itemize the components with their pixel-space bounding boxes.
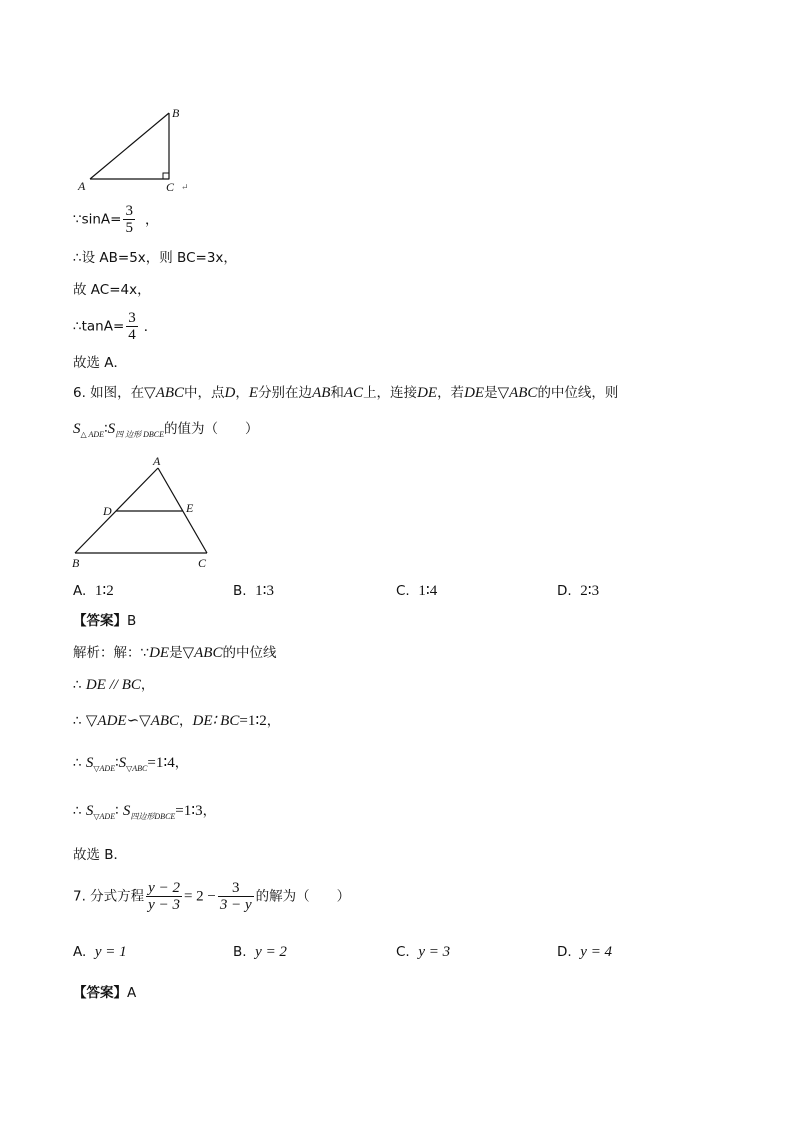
let-line: ∴设 AB=5x，则 BC=3x， <box>73 250 237 266</box>
sin-fraction: $\frac{3}{5}$ <box>125 203 133 236</box>
q7-option-c: C. y = 3 <box>396 944 451 960</box>
vertex-e-label: E <box>186 501 194 515</box>
q6-analysis-line1: 解析：解：∵DE是▽ABC的中位线 <box>73 645 277 661</box>
q6-analysis-line5: ∴ $S_{▽ADE}∶$ $S_{四边形DBCE}=1∶3$， <box>73 803 217 821</box>
vertex-d-label: D <box>103 504 112 518</box>
q6-option-c: C. 1∶4 <box>396 583 438 599</box>
q6-option-a: A. 1∶2 <box>73 583 114 599</box>
vertex-c-label: C <box>198 556 207 570</box>
tan-line: ∴tanA= $\frac{3}{4}$ ． <box>73 310 158 343</box>
q6-analysis-line3: ∴ ▽ADE∽▽ABC，DE∶ BC=1∶2， <box>73 713 281 729</box>
vertex-c-label: C <box>166 180 175 194</box>
tan-fraction: $\frac{3}{4}$ <box>128 310 136 343</box>
vertex-a-label: A <box>78 179 86 193</box>
q6-option-d: D. 2∶3 <box>557 583 600 599</box>
right-triangle-figure <box>70 100 210 200</box>
q6-option-b: B. 1∶3 <box>233 583 275 599</box>
ac-line: 故 AC=4x， <box>73 282 151 298</box>
vertex-b-label: B <box>172 106 180 120</box>
q7-lhs-fraction: $\frac{y - 2}{y - 3}$ <box>148 880 180 913</box>
vertex-b-label: B <box>72 556 80 570</box>
q6-answer: 【答案】B <box>73 613 137 629</box>
q7-option-b: B. y = 2 <box>233 944 287 960</box>
q7-rhs-fraction: $\frac{3}{3 - y}$ <box>219 880 252 913</box>
q7-answer: 【答案】A <box>73 985 137 1001</box>
part5-conclusion: 故选 A． <box>73 355 128 371</box>
q6-stem-line1: 6. 如图，在▽ABC中，点D，E分别在边AB和AC上，连接DE，若DE是▽ABC的中位线，则 <box>73 385 619 401</box>
q6-conclusion: 故选 B． <box>73 847 128 863</box>
sin-line: ∵sinA= $\frac{3}{5}$ ， <box>73 203 159 236</box>
q6-analysis-line4: ∴ $S_{▽ADE}∶S_{▽ABC}=1∶4$， <box>73 755 189 773</box>
q7-option-a: A. y = 1 <box>73 944 127 960</box>
q6-analysis-line2: ∴ DE // BC， <box>73 677 155 693</box>
q7-option-d: D. y = 4 <box>557 944 613 960</box>
midline-triangle-figure <box>66 450 226 575</box>
vertex-a-label: A <box>153 454 161 468</box>
q7-stem: 7. 分式方程 $\frac{y - 2}{y - 3}$ = 2 − $\frac{3}{3 - y}$ 的解为（ ） <box>73 880 351 913</box>
q6-stem-line2: $S_{\triangle ADE}∶S_{四 边形 DBCE}$的值为（ ） <box>73 421 259 439</box>
paragraph-mark: ↵ <box>181 182 189 192</box>
